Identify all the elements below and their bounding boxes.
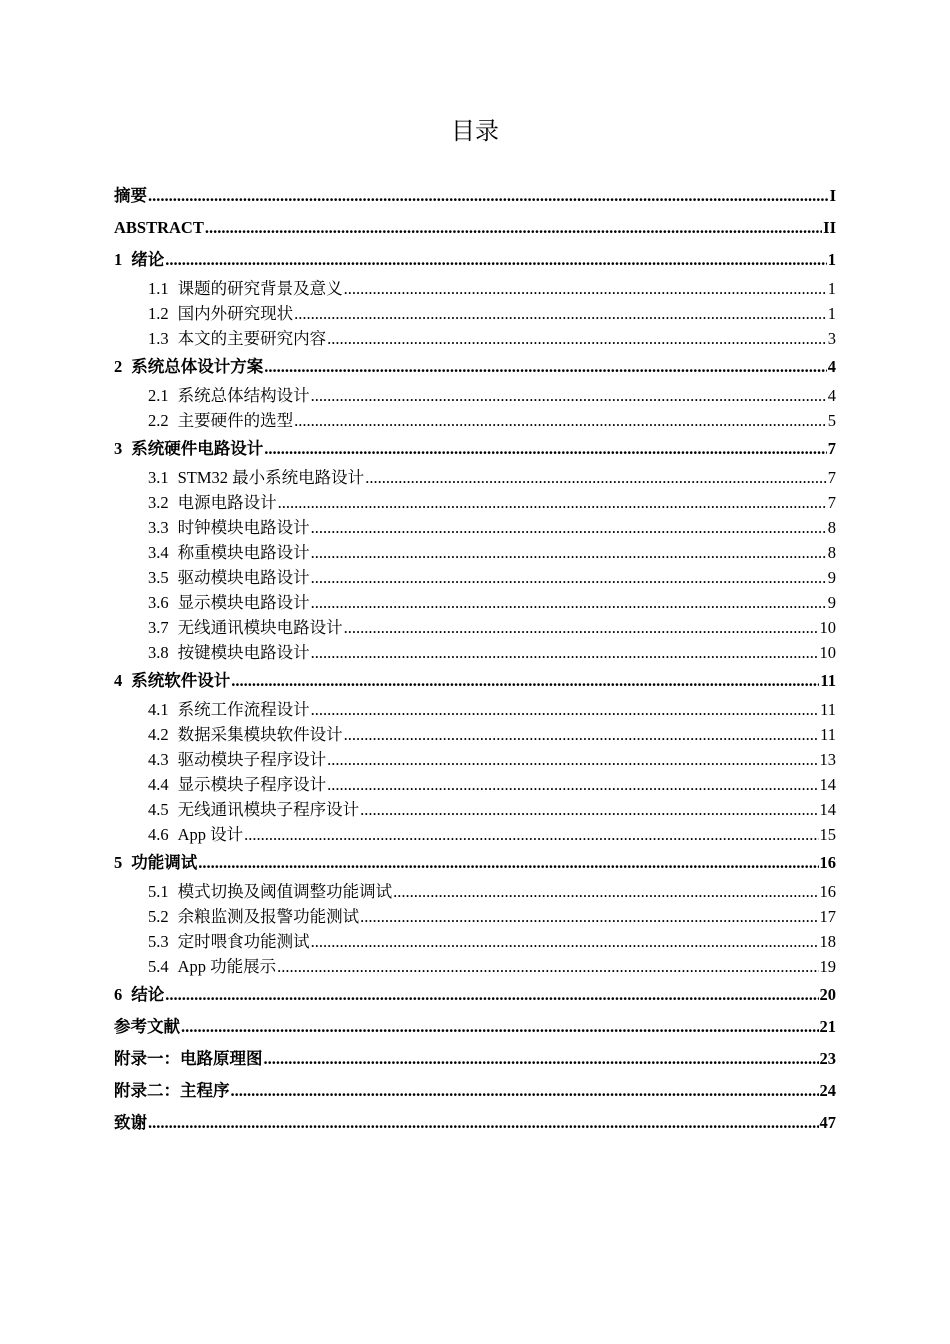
toc-entry-number: 3.4 — [148, 543, 169, 562]
toc-entry-label: ABSTRACT — [114, 218, 204, 237]
toc-entry-label: 驱动模块子程序设计 — [177, 750, 327, 769]
toc-entry-page-number: 23 — [819, 1049, 836, 1068]
toc-entry-chapter[interactable] — [114, 244, 836, 276]
toc-entry-page-number: 4 — [827, 386, 836, 405]
toc-entry-section[interactable] — [114, 929, 836, 954]
toc-entry-number: 3.8 — [148, 643, 169, 662]
toc-entry-page-number: 7 — [827, 493, 836, 512]
toc-entry-page-number: 18 — [819, 932, 836, 951]
toc-entry-label: 参考文献 — [114, 1017, 180, 1036]
toc-entry-label: 课题的研究背景及意义 — [177, 279, 343, 298]
toc-entry-number: 3.2 — [148, 493, 169, 512]
dot-leader — [311, 697, 819, 722]
dot-leader — [327, 326, 827, 351]
toc-entry-page-number: 4 — [827, 357, 836, 376]
table-of-contents — [114, 180, 836, 1139]
dot-leader — [360, 797, 818, 822]
toc-entry-label: 模式切换及阈值调整功能调试 — [177, 882, 393, 901]
toc-entry-page-number: 1 — [827, 250, 836, 269]
toc-entry-section[interactable] — [114, 904, 836, 929]
toc-entry-section[interactable] — [114, 565, 836, 590]
toc-entry-chapter[interactable] — [114, 979, 836, 1011]
toc-entry-label: 国内外研究现状 — [177, 304, 294, 323]
toc-entry-label: 显示模块子程序设计 — [177, 775, 327, 794]
toc-entry-page-number: 8 — [827, 543, 836, 562]
toc-entry-number: 1.1 — [148, 279, 169, 298]
toc-entry-number: 1.3 — [148, 329, 169, 348]
toc-entry-page-number: 11 — [820, 725, 836, 744]
toc-entry-label: 无线通讯模块电路设计 — [177, 618, 343, 637]
toc-entry-section[interactable] — [114, 797, 836, 822]
dot-leader — [294, 408, 827, 433]
dot-leader — [181, 1011, 819, 1043]
toc-entry-chapter[interactable] — [114, 1107, 836, 1139]
toc-entry-chapter[interactable] — [114, 180, 836, 212]
dot-leader — [264, 351, 827, 383]
toc-entry-page-number: 47 — [819, 1113, 836, 1132]
toc-entry-number: 3.1 — [148, 468, 169, 487]
dot-leader — [311, 590, 827, 615]
toc-entry-label: 电源电路设计 — [177, 493, 277, 512]
toc-entry-page-number: 13 — [819, 750, 836, 769]
toc-entry-label: 系统工作流程设计 — [177, 700, 310, 719]
dot-leader — [231, 665, 819, 697]
dot-leader — [311, 565, 827, 590]
toc-entry-section[interactable] — [114, 722, 836, 747]
toc-entry-page-number: 8 — [827, 518, 836, 537]
toc-entry-number: 3.7 — [148, 618, 169, 637]
toc-entry-chapter[interactable] — [114, 351, 836, 383]
toc-entry-page-number: 7 — [827, 468, 836, 487]
toc-entry-label: 系统总体结构设计 — [177, 386, 310, 405]
toc-entry-page-number: 10 — [819, 618, 836, 637]
dot-leader — [148, 180, 829, 212]
toc-entry-page-number: 10 — [819, 643, 836, 662]
toc-entry-number: 3.3 — [148, 518, 169, 537]
toc-entry-label: App 功能展示 — [177, 957, 277, 976]
dot-leader — [311, 929, 819, 954]
toc-entry-number: 3.6 — [148, 593, 169, 612]
dot-leader — [244, 822, 818, 847]
toc-entry-chapter[interactable] — [114, 1043, 836, 1075]
toc-entry-page-number: I — [829, 186, 836, 205]
toc-entry-label: 附录一：电路原理图 — [114, 1049, 263, 1068]
toc-entry-section[interactable] — [114, 540, 836, 565]
toc-entry-chapter[interactable] — [114, 1075, 836, 1107]
toc-entry-label: 系统硬件电路设计 — [131, 439, 264, 458]
toc-entry-chapter[interactable] — [114, 212, 836, 244]
dot-leader — [327, 772, 818, 797]
toc-entry-number: 3.5 — [148, 568, 169, 587]
dot-leader — [311, 515, 827, 540]
toc-entry-number: 2 — [114, 357, 123, 376]
toc-entry-section[interactable] — [114, 515, 836, 540]
toc-entry-page-number: 11 — [820, 671, 836, 690]
toc-entry-label: 结论 — [131, 985, 165, 1004]
toc-entry-number: 5.3 — [148, 932, 169, 951]
toc-entry-section[interactable] — [114, 747, 836, 772]
toc-entry-label: App 设计 — [177, 825, 244, 844]
toc-entry-label: STM32 最小系统电路设计 — [177, 468, 365, 487]
toc-entry-number: 4.3 — [148, 750, 169, 769]
toc-entry-number: 2.2 — [148, 411, 169, 430]
toc-entry-page-number: 20 — [819, 985, 836, 1004]
dot-leader — [365, 465, 827, 490]
toc-entry-label: 功能调试 — [131, 853, 198, 872]
dot-leader — [165, 979, 818, 1011]
toc-entry-label: 余粮监测及报警功能测试 — [177, 907, 360, 926]
toc-entry-chapter[interactable] — [114, 847, 836, 879]
dot-leader — [264, 433, 827, 465]
toc-entry-number: 5.1 — [148, 882, 169, 901]
toc-entry-section[interactable] — [114, 465, 836, 490]
toc-entry-page-number: 21 — [819, 1017, 836, 1036]
toc-entry-number: 4 — [114, 671, 123, 690]
toc-entry-number: 6 — [114, 985, 123, 1004]
dot-leader — [278, 490, 827, 515]
toc-entry-section[interactable] — [114, 697, 836, 722]
dot-leader — [205, 212, 822, 244]
toc-entry-page-number: 9 — [827, 593, 836, 612]
toc-entry-label: 驱动模块电路设计 — [177, 568, 310, 587]
toc-entry-chapter[interactable] — [114, 1011, 836, 1043]
dot-leader — [148, 1107, 819, 1139]
toc-entry-chapter[interactable] — [114, 665, 836, 697]
toc-entry-label: 附录二：主程序 — [114, 1081, 230, 1100]
dot-leader — [311, 640, 819, 665]
toc-entry-page-number: 11 — [820, 700, 836, 719]
toc-entry-page-number: 7 — [827, 439, 836, 458]
dot-leader — [344, 615, 819, 640]
dot-leader — [393, 879, 818, 904]
toc-entry-label: 摘要 — [114, 186, 147, 205]
toc-entry-section[interactable] — [114, 615, 836, 640]
toc-entry-label: 时钟模块电路设计 — [177, 518, 310, 537]
toc-entry-label: 致谢 — [114, 1113, 147, 1132]
toc-entry-label: 系统总体设计方案 — [131, 357, 264, 376]
toc-entry-section[interactable] — [114, 326, 836, 351]
dot-leader — [344, 276, 827, 301]
toc-entry-page-number: 24 — [819, 1081, 836, 1100]
toc-entry-page-number: 16 — [819, 853, 836, 872]
toc-entry-number: 3 — [114, 439, 123, 458]
toc-entry-section[interactable] — [114, 276, 836, 301]
toc-entry-number: 5.2 — [148, 907, 169, 926]
toc-entry-label: 按键模块电路设计 — [177, 643, 310, 662]
dot-leader — [344, 722, 819, 747]
page-title: 目录 — [451, 117, 499, 145]
dot-leader — [277, 954, 818, 979]
toc-entry-section[interactable] — [114, 383, 836, 408]
toc-entry-number: 4.4 — [148, 775, 169, 794]
dot-leader — [294, 301, 827, 326]
toc-entry-section[interactable] — [114, 640, 836, 665]
toc-entry-label: 系统软件设计 — [131, 671, 231, 690]
toc-entry-chapter[interactable] — [114, 433, 836, 465]
toc-entry-section[interactable] — [114, 879, 836, 904]
toc-entry-page-number: 1 — [827, 279, 836, 298]
toc-entry-number: 1.2 — [148, 304, 169, 323]
toc-entry-page-number: 14 — [819, 775, 836, 794]
toc-entry-number: 2.1 — [148, 386, 169, 405]
toc-entry-section[interactable] — [114, 408, 836, 433]
toc-entry-label: 绪论 — [131, 250, 165, 269]
toc-entry-number: 5 — [114, 853, 123, 872]
toc-entry-number: 4.6 — [148, 825, 169, 844]
dot-leader — [360, 904, 818, 929]
dot-leader — [264, 1043, 819, 1075]
toc-entry-section[interactable] — [114, 822, 836, 847]
toc-entry-label: 主要硬件的选型 — [177, 411, 294, 430]
toc-entry-label: 数据采集模块软件设计 — [177, 725, 343, 744]
toc-entry-page-number: 14 — [819, 800, 836, 819]
toc-entry-page-number: II — [823, 218, 836, 237]
toc-entry-number: 4.1 — [148, 700, 169, 719]
toc-entry-label: 定时喂食功能测试 — [177, 932, 310, 951]
toc-entry-section[interactable] — [114, 301, 836, 326]
toc-entry-page-number: 15 — [819, 825, 836, 844]
toc-entry-number: 4.5 — [148, 800, 169, 819]
toc-entry-label: 无线通讯模块子程序设计 — [177, 800, 360, 819]
toc-entry-page-number: 3 — [827, 329, 836, 348]
toc-entry-section[interactable] — [114, 490, 836, 515]
dot-leader — [165, 244, 827, 276]
toc-entry-section[interactable] — [114, 772, 836, 797]
toc-entry-section[interactable] — [114, 954, 836, 979]
dot-leader — [311, 540, 827, 565]
toc-entry-label: 称重模块电路设计 — [177, 543, 310, 562]
toc-entry-page-number: 19 — [819, 957, 836, 976]
toc-entry-section[interactable] — [114, 590, 836, 615]
toc-entry-number: 5.4 — [148, 957, 169, 976]
toc-entry-page-number: 17 — [819, 907, 836, 926]
toc-entry-label: 显示模块电路设计 — [177, 593, 310, 612]
toc-entry-page-number: 9 — [827, 568, 836, 587]
dot-leader — [231, 1075, 819, 1107]
toc-entry-page-number: 16 — [819, 882, 836, 901]
dot-leader — [311, 383, 827, 408]
dot-leader — [198, 847, 818, 879]
toc-entry-page-number: 1 — [827, 304, 836, 323]
toc-entry-number: 1 — [114, 250, 123, 269]
dot-leader — [327, 747, 818, 772]
toc-entry-page-number: 5 — [827, 411, 836, 430]
toc-entry-number: 4.2 — [148, 725, 169, 744]
toc-entry-label: 本文的主要研究内容 — [177, 329, 327, 348]
